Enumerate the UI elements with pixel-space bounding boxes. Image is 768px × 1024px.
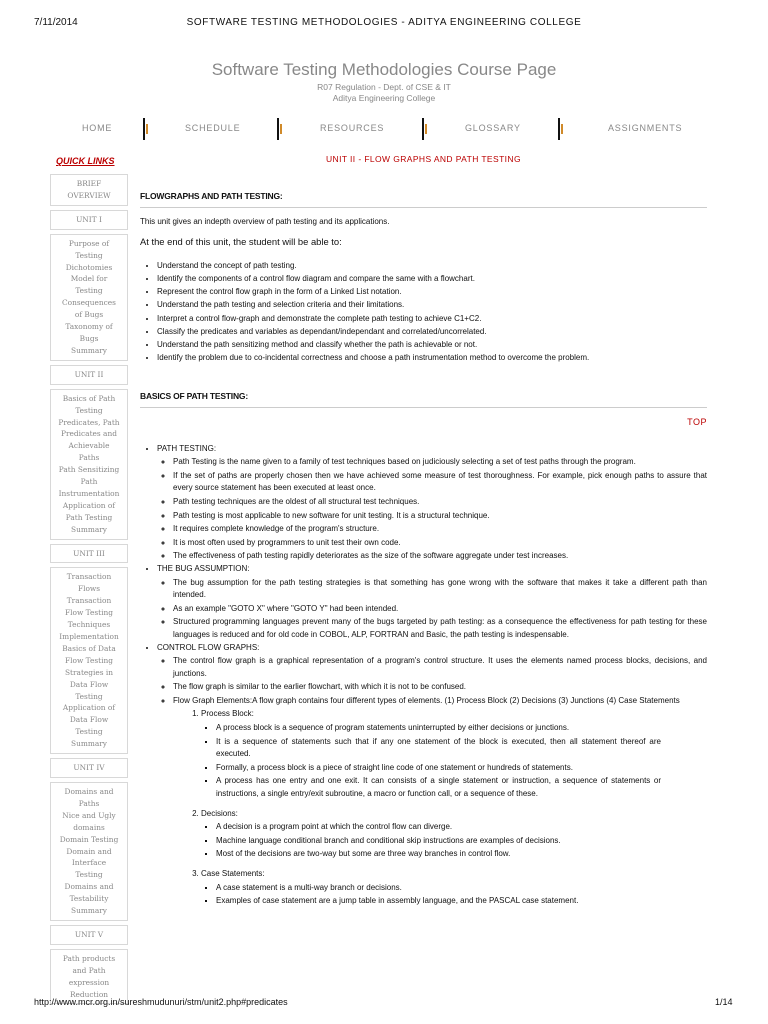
sidebar-link[interactable]: Implementation bbox=[59, 632, 119, 641]
list-item: ◦ Path testing is most applicable to new software for unit testing. It is a structural technique. bbox=[173, 510, 707, 523]
element-label: Decisions: bbox=[201, 808, 238, 818]
list-item bbox=[201, 708, 661, 800]
list-item: ▪ Most of the decisions are two-way but some are three way branches in control flow. bbox=[216, 848, 661, 861]
list-item: ◦ Flow Graph Elements:A flow graph contains four different types of elements. (1) Process Block (2) Decisions (3) Junctions (4) Case Statements bbox=[173, 695, 707, 708]
list-item: ◦ If the set of paths are properly chosen then we have achieved some measure of test thoroughness. For example, pick enough paths to assure that every source statement has been executed at least once. bbox=[173, 470, 707, 495]
sub-list bbox=[157, 655, 707, 707]
sidebar-link[interactable]: Reduction bbox=[69, 989, 109, 999]
sidebar-link[interactable]: of Bugs bbox=[74, 310, 104, 320]
sidebar-link[interactable]: OVERVIEW bbox=[67, 190, 111, 200]
sidebar-link[interactable]: Path Testing bbox=[65, 512, 113, 522]
sidebar-link[interactable]: Taxonomy of bbox=[65, 322, 113, 332]
sidebar-link[interactable]: Instrumentation bbox=[58, 488, 120, 498]
sidebar-link[interactable]: Path Sensitizing bbox=[58, 465, 120, 475]
sidebar-group bbox=[50, 925, 128, 945]
topic-list bbox=[140, 443, 707, 908]
list-item: ▪ A decision is a program point at which the control flow can diverge. bbox=[216, 821, 661, 834]
list-item bbox=[201, 868, 661, 908]
sidebar-link[interactable]: Application of bbox=[62, 703, 116, 713]
sidebar-link[interactable]: Path bbox=[80, 477, 98, 487]
sidebar-link[interactable]: Summary bbox=[71, 345, 107, 355]
objective-item: • Classify the predicates and variables as dependant/independant and correlated/uncorrelated. bbox=[157, 325, 707, 338]
sidebar-link[interactable]: Domain and bbox=[66, 846, 112, 856]
sidebar-link[interactable]: Predicates, Path bbox=[58, 417, 120, 427]
sidebar-link[interactable]: Interface bbox=[71, 858, 107, 868]
sub-list bbox=[157, 456, 707, 563]
sidebar-link[interactable]: Flow Testing bbox=[65, 608, 113, 618]
list-item: ◦ The control flow graph is a graphical representation of a program's control structure. It uses the elements named process blocks, decisions, and junctions. bbox=[173, 655, 707, 680]
list-item: ▪ It is a sequence of statements such that if any one statement of the block is executed, then all statement thereof are executed. bbox=[216, 736, 661, 761]
sidebar-group bbox=[50, 365, 128, 385]
sidebar-link[interactable]: and Path bbox=[72, 965, 106, 975]
sidebar-link[interactable]: Achievable bbox=[68, 441, 110, 451]
list-item: ◦ As an example "GOTO X" where "GOTO Y" had been intended. bbox=[173, 603, 707, 616]
sidebar-link[interactable]: Testing bbox=[75, 727, 103, 737]
list-item: ◦ Structured programming languages prevent many of the bugs targeted by path testing: as a consequence the effectiveness for path testing for these languages is reduced and for old code in COBOL, ALP, FORTRAN and Basic, the path testing is indespensable. bbox=[173, 616, 707, 641]
sidebar-link[interactable]: Basics of Path bbox=[62, 393, 116, 403]
list-item: ▪ Formally, a process block is a piece of straight line code of one statement or hundreds of statements. bbox=[216, 762, 661, 775]
sidebar-link[interactable]: Summary bbox=[71, 524, 107, 534]
nav-home-link[interactable]: HOME bbox=[82, 123, 113, 133]
sidebar-link[interactable]: Testing bbox=[75, 691, 103, 701]
sidebar bbox=[50, 174, 128, 1008]
sidebar-link[interactable]: Flow Testing bbox=[65, 655, 113, 665]
list-item: ◦ It requires complete knowledge of the program's structure. bbox=[173, 523, 707, 536]
page-title: Software Testing Methodologies Course Page bbox=[211, 60, 557, 79]
nav-separator bbox=[422, 118, 424, 140]
sub-list bbox=[201, 821, 661, 861]
print-title: SOFTWARE TESTING METHODOLOGIES - ADITYA ENGINEERING COLLEGE bbox=[186, 17, 582, 28]
list-item bbox=[157, 642, 707, 908]
sidebar-link[interactable]: Testing bbox=[75, 405, 103, 415]
sub-list bbox=[157, 577, 707, 642]
objective-item: • Represent the control flow graph in the form of a Linked List notation. bbox=[157, 285, 707, 298]
sidebar-group bbox=[50, 174, 128, 206]
objective-item: • Understand the path testing and selection criteria and their limitations. bbox=[157, 298, 707, 311]
sidebar-link[interactable]: Paths bbox=[78, 798, 100, 808]
sidebar-link[interactable]: Testing bbox=[75, 250, 103, 260]
intro-text: This unit gives an indepth overview of path testing and its applications. bbox=[140, 216, 390, 226]
list-item: ▪ A case statement is a multi-way branch or decisions. bbox=[216, 882, 661, 895]
top-link[interactable]: TOP bbox=[687, 417, 707, 427]
section-heading: BASICS OF PATH TESTING: bbox=[140, 390, 707, 408]
topic-label: PATH TESTING: bbox=[157, 443, 217, 453]
list-item: ▪ A process block is a sequence of program statements uninterrupted by either decisions or junctions. bbox=[216, 722, 661, 735]
list-item bbox=[201, 808, 661, 861]
sidebar-link[interactable]: Data Flow bbox=[69, 715, 109, 725]
sidebar-link[interactable]: Flows bbox=[77, 584, 101, 594]
sidebar-link[interactable]: Testability bbox=[69, 894, 109, 904]
objective-item: • Identify the problem due to co-incidental correctness and choose a path instrumentation method to overcome the problem. bbox=[157, 351, 707, 364]
list-item: ◦ The bug assumption for the path testing strategies is that something has gone wrong with the software that makes it take a different path than intended. bbox=[173, 577, 707, 602]
sidebar-link[interactable]: Model for bbox=[70, 274, 108, 284]
sidebar-link[interactable]: UNIT III bbox=[73, 548, 105, 558]
section-heading: FLOWGRAPHS AND PATH TESTING: bbox=[140, 190, 707, 208]
list-item: ▪ A process has one entry and one exit. It can consists of a single statement or instruction, a sequence of statements or instructions, a single entry/exit subroutine, a macro or function call, or a sequence of these. bbox=[216, 775, 661, 800]
objectives-lead: At the end of this unit, the student will be able to: bbox=[140, 236, 342, 248]
sidebar-link[interactable]: BRIEF bbox=[76, 179, 102, 188]
sidebar-link[interactable]: Predicates and bbox=[61, 429, 117, 439]
objective-item: • Interpret a control flow-graph and demonstrate the complete path testing to achieve C1+C2. bbox=[157, 312, 707, 325]
objective-item: • Understand the path sensitizing method and classify whether the path is achievable or not. bbox=[157, 338, 707, 351]
print-url: http://www.mcr.org.in/sureshmudunuri/stm/unit2.php#predicates bbox=[34, 997, 288, 1007]
sidebar-link[interactable]: UNIT II bbox=[74, 369, 104, 379]
nav-assignments-link[interactable]: ASSIGNMENTS bbox=[608, 123, 683, 133]
sidebar-link[interactable]: Dichotomies bbox=[65, 262, 113, 272]
element-list bbox=[183, 708, 661, 907]
sidebar-link[interactable]: Summary bbox=[71, 906, 107, 916]
sidebar-link[interactable]: Domains and bbox=[64, 882, 114, 892]
list-item bbox=[157, 563, 707, 642]
sidebar-link[interactable]: UNIT IV bbox=[73, 763, 105, 773]
sidebar-link[interactable]: Testing bbox=[75, 870, 103, 880]
topic-label: CONTROL FLOW GRAPHS: bbox=[157, 642, 260, 652]
list-item: ◦ The flow graph is similar to the earlier flowchart, with which it is not to be confused. bbox=[173, 681, 707, 694]
nav-separator bbox=[277, 118, 279, 140]
list-item: ◦ The effectiveness of path testing rapidly deteriorates as the size of the software aggregate under test increases. bbox=[173, 550, 707, 563]
nav-resources-link[interactable]: RESOURCES bbox=[320, 123, 385, 133]
sidebar-link[interactable]: Consequences bbox=[62, 298, 116, 308]
page-subtitle-regulation: R07 Regulation - Dept. of CSE & IT bbox=[317, 82, 451, 92]
sub-list bbox=[201, 882, 661, 908]
list-item: ▪ Examples of case statement are a jump table in assembly language, and the PASCAL case statement. bbox=[216, 895, 661, 908]
list-item: ◦ Path Testing is the name given to a family of test techniques based on judiciously selecting a set of test paths through the program. bbox=[173, 456, 707, 469]
list-item: ▪ Machine language conditional branch and conditional skip instructions are examples of decisions. bbox=[216, 835, 661, 848]
list-item bbox=[157, 443, 707, 563]
objective-item: • Understand the concept of path testing. bbox=[157, 259, 707, 272]
nav-separator bbox=[143, 118, 145, 140]
sidebar-link[interactable]: Domains and bbox=[64, 786, 114, 796]
sidebar-link[interactable]: Transaction bbox=[66, 572, 112, 582]
sidebar-link[interactable]: Testing bbox=[75, 286, 103, 296]
sidebar-link[interactable]: Transaction bbox=[66, 596, 112, 606]
sidebar-link[interactable]: Domain Testing bbox=[59, 834, 119, 844]
print-page-number: 1/14 bbox=[715, 997, 733, 1007]
sidebar-link[interactable]: UNIT V bbox=[74, 929, 104, 939]
list-item: ◦ Path testing techniques are the oldest of all structural test techniques. bbox=[173, 496, 707, 509]
sidebar-group bbox=[50, 567, 128, 754]
sidebar-group bbox=[50, 782, 128, 921]
unit-heading: UNIT II - FLOW GRAPHS AND PATH TESTING bbox=[326, 154, 521, 164]
sidebar-link[interactable]: Bugs bbox=[79, 333, 99, 343]
sidebar-group bbox=[50, 389, 128, 540]
sidebar-link[interactable]: expression bbox=[68, 977, 110, 987]
sidebar-link[interactable]: Strategies in bbox=[64, 667, 114, 677]
sidebar-link[interactable]: Data Flow bbox=[69, 679, 109, 689]
element-label: Case Statements: bbox=[201, 869, 265, 878]
sub-list bbox=[201, 722, 661, 801]
sidebar-link[interactable]: Summary bbox=[71, 739, 107, 749]
sidebar-group bbox=[50, 544, 128, 564]
sidebar-link[interactable]: Nice and Ugly bbox=[62, 810, 116, 820]
print-date: 7/11/2014 bbox=[34, 17, 78, 28]
sidebar-link[interactable]: Purpose of bbox=[68, 238, 110, 248]
nav-glossary-link[interactable]: GLOSSARY bbox=[465, 123, 521, 133]
main-content bbox=[140, 190, 707, 908]
sidebar-group bbox=[50, 210, 128, 230]
element-label: Process Block: bbox=[201, 709, 254, 719]
topic-label: THE BUG ASSUMPTION: bbox=[157, 563, 250, 573]
sidebar-group bbox=[50, 758, 128, 778]
nav-separator bbox=[558, 118, 560, 140]
objective-item: • Identify the components of a control flow diagram and compare the same with a flowchart. bbox=[157, 272, 707, 285]
sidebar-link[interactable]: domains bbox=[73, 822, 105, 832]
page-subtitle-college: Aditya Engineering College bbox=[332, 93, 436, 103]
sidebar-link[interactable]: Path products bbox=[62, 953, 116, 963]
nav-schedule-link[interactable]: SCHEDULE bbox=[185, 123, 241, 133]
sidebar-link[interactable]: Techniques bbox=[67, 620, 111, 630]
sidebar-link[interactable]: Paths bbox=[78, 453, 100, 463]
sidebar-link[interactable]: UNIT I bbox=[76, 214, 102, 224]
quick-links-heading[interactable]: QUICK LINKS bbox=[56, 156, 115, 166]
objectives-list bbox=[140, 259, 707, 365]
list-item: ◦ It is most often used by programmers to unit test their own code. bbox=[173, 537, 707, 550]
sidebar-link[interactable]: Application of bbox=[62, 500, 116, 510]
sidebar-link[interactable]: Basics of Data bbox=[62, 643, 116, 653]
sidebar-group bbox=[50, 234, 128, 361]
